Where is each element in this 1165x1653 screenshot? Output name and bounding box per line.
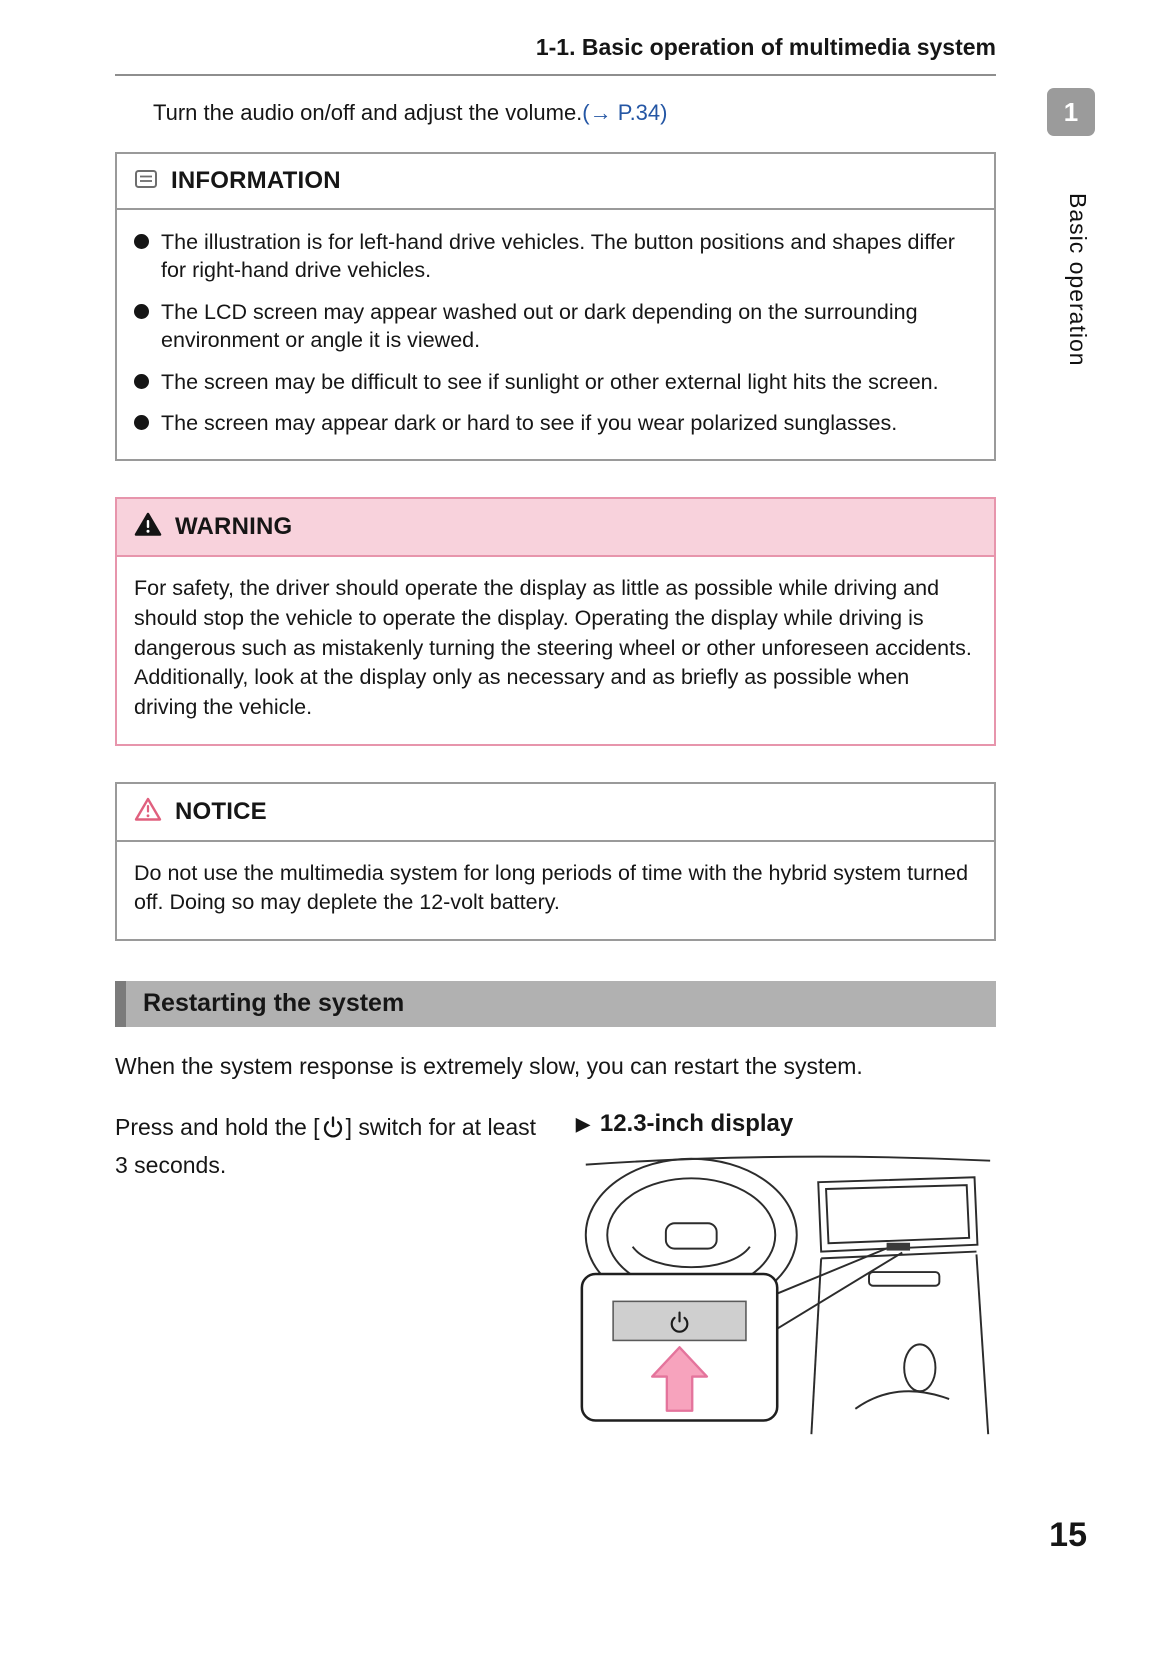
list-item — [134, 228, 977, 285]
dashboard-illustration-svg — [576, 1148, 996, 1443]
bullet-icon — [134, 374, 149, 389]
information-icon — [134, 168, 158, 195]
list-item — [134, 409, 977, 437]
information-box — [115, 152, 996, 461]
information-header — [117, 154, 994, 210]
content-column — [115, 0, 996, 1448]
right-triangle-icon: ▶ — [576, 1113, 590, 1134]
restart-instruction — [115, 1110, 552, 1448]
bullet-text: The LCD screen may appear washed out or dark depending on the surrounding environment or angle it is viewed. — [161, 299, 918, 353]
display-heading — [576, 1110, 996, 1138]
intro-text: Turn the audio on/off and adjust the volume. — [153, 100, 583, 125]
list-item — [134, 298, 977, 355]
notice-title: NOTICE — [175, 797, 267, 825]
warning-header — [117, 499, 994, 557]
section-title: Restarting the system — [143, 989, 405, 1018]
restart-columns — [115, 1110, 996, 1448]
notice-box — [115, 782, 996, 941]
intro-line — [153, 100, 996, 126]
bullet-text: The illustration is for left-hand drive vehicles. The button positions and shapes differ for right-hand drive vehicles. — [161, 230, 955, 283]
instruction-text-before: Press and hold the [ — [115, 1113, 320, 1140]
dashboard-illustration — [576, 1148, 996, 1448]
information-title: INFORMATION — [171, 167, 341, 194]
bullet-text: The screen may be difficult to see if sunlight or other external light hits the screen. — [161, 369, 939, 394]
chapter-tab-label: Basic operation — [1065, 193, 1091, 367]
warning-title: WARNING — [175, 513, 293, 541]
bullet-icon — [134, 304, 149, 319]
header-rule — [115, 74, 996, 76]
information-bullets — [117, 210, 994, 459]
display-column — [576, 1110, 996, 1448]
power-icon — [322, 1113, 344, 1149]
list-item — [134, 368, 977, 396]
page-ref-link[interactable]: (→ P.34) — [582, 100, 668, 125]
notice-body: Do not use the multimedia system for long periods of time with the hybrid system turned off. Doing so may deplete the 12-volt battery. — [134, 860, 969, 915]
warning-body: For safety, the driver should operate the display as little as possible while driving and should stop the vehicle to operate the display. Operating the display while driving is dangerous such as mistakenly turning the steering wheel or other unforeseen accidents. Additionally, look at the display only as necessary and as briefly as possible when driving the vehicle. — [134, 576, 972, 719]
section-accent-bar — [115, 981, 126, 1027]
page-number: 15 — [1049, 1516, 1087, 1554]
notice-header — [117, 784, 994, 842]
restart-lead-text: When the system response is extremely slow, you can restart the system. — [115, 1052, 863, 1079]
chapter-tab-number: 1 — [1047, 88, 1095, 136]
bullet-icon — [134, 234, 149, 249]
warning-box — [115, 497, 996, 745]
warning-triangle-icon — [134, 512, 162, 542]
bullet-text: The screen may appear dark or hard to see if you wear polarized sunglasses. — [161, 410, 898, 435]
instruction-text-after: ] switch for at least 3 seconds. — [115, 1113, 537, 1179]
section-header-restarting — [115, 981, 996, 1027]
bullet-icon — [134, 415, 149, 430]
page-header-title: 1-1. Basic operation of multimedia system — [535, 34, 996, 60]
notice-triangle-icon — [134, 797, 162, 827]
display-heading-text: 12.3-inch display — [599, 1109, 794, 1137]
